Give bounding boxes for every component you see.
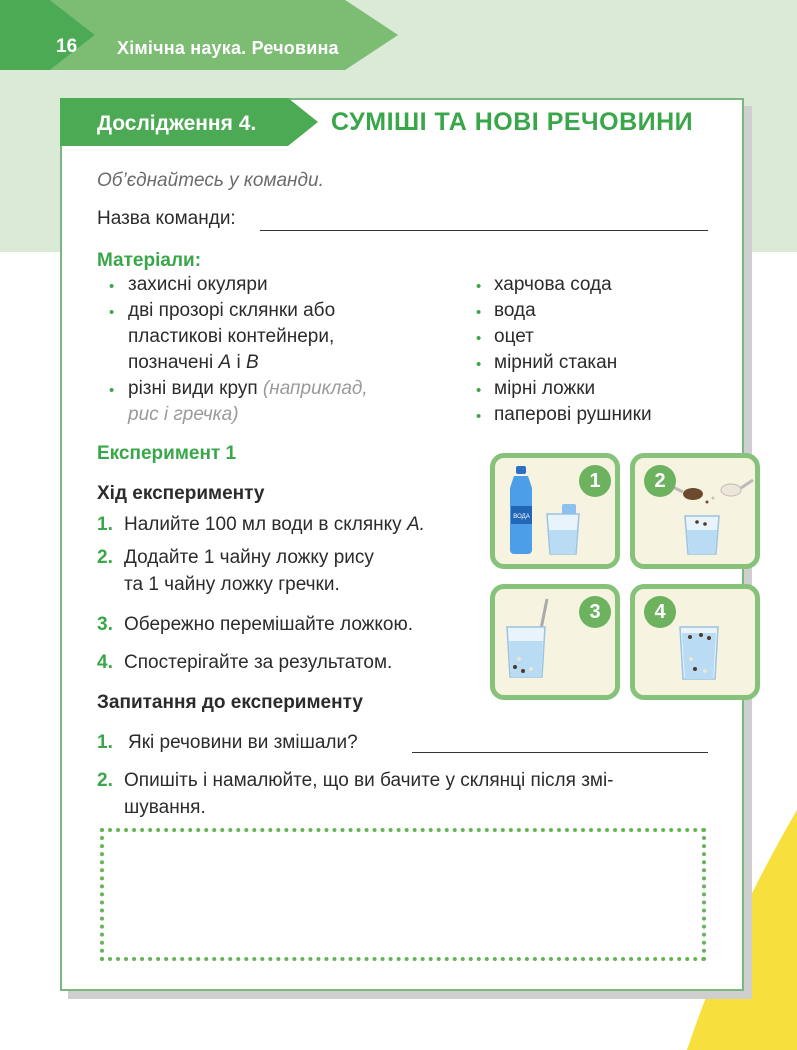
bullet: • bbox=[109, 304, 115, 321]
bottle-label: ВОДА bbox=[513, 514, 530, 520]
illustration-step-3 bbox=[490, 584, 620, 700]
header-banner bbox=[0, 0, 400, 70]
step-text-cont: та 1 чайну ложку гречки. bbox=[124, 574, 340, 595]
bullet: • bbox=[476, 382, 482, 399]
illustration-step-4 bbox=[630, 584, 760, 700]
bullet: • bbox=[476, 408, 482, 425]
materials-heading: Матеріали: bbox=[97, 250, 202, 271]
illustration-step-1 bbox=[490, 453, 620, 569]
step-number: 1. bbox=[97, 514, 113, 535]
material-item: різні види круп (наприклад, bbox=[128, 378, 368, 399]
glass-mark-a: A. bbox=[406, 514, 425, 535]
step-badge: 2 bbox=[644, 465, 676, 497]
bullet: • bbox=[476, 278, 482, 295]
material-item: паперові рушники bbox=[494, 404, 652, 425]
bullet: • bbox=[109, 382, 115, 399]
experiment-title: Експеримент 1 bbox=[97, 443, 237, 464]
bullet: • bbox=[476, 330, 482, 347]
bullet: • bbox=[109, 278, 115, 295]
container-mark-a: A bbox=[218, 352, 232, 373]
question-number: 2. bbox=[97, 770, 113, 791]
step-badge: 4 bbox=[644, 596, 676, 628]
bullet: • bbox=[476, 356, 482, 373]
research-title: СУМІШІ ТА НОВІ РЕЧОВИНИ bbox=[331, 108, 694, 136]
illustration-step-2 bbox=[630, 453, 760, 569]
research-number: Дослідження 4. bbox=[97, 112, 257, 135]
material-item-cont: пластикові контейнери, bbox=[128, 326, 335, 347]
intro-text: Об’єднайтесь у команди. bbox=[97, 170, 324, 191]
chapter-title: Хімічна наука. Речовина bbox=[117, 38, 339, 58]
step-badge: 3 bbox=[579, 596, 611, 628]
material-item: оцет bbox=[494, 326, 534, 347]
material-note: (наприклад, bbox=[262, 378, 368, 399]
step-text: Обережно перемішайте ложкою. bbox=[124, 614, 413, 635]
material-item: мірні ложки bbox=[494, 378, 596, 399]
team-name-label: Назва команди: bbox=[97, 208, 236, 229]
team-name-line[interactable] bbox=[260, 230, 708, 231]
material-item: вода bbox=[494, 300, 536, 321]
material-note-cont: рис і гречка) bbox=[128, 404, 239, 425]
page-number: 16 bbox=[56, 36, 78, 57]
question-number: 1. bbox=[97, 732, 113, 753]
drawing-area[interactable] bbox=[100, 828, 706, 961]
step-badge: 1 bbox=[579, 465, 611, 497]
material-item: дві прозорі склянки або bbox=[128, 300, 336, 321]
step-text: Налийте 100 мл води в склянку A. bbox=[124, 514, 425, 535]
step-number: 2. bbox=[97, 547, 113, 568]
step-text: Додайте 1 чайну ложку рису bbox=[124, 547, 374, 568]
question-text-cont: шування. bbox=[124, 797, 206, 818]
step-number: 4. bbox=[97, 652, 113, 673]
material-item-cont: позначені A і B bbox=[128, 352, 259, 373]
container-mark-b: B bbox=[245, 352, 259, 373]
bullet: • bbox=[476, 304, 482, 321]
answer-line[interactable] bbox=[412, 752, 708, 753]
step-number: 3. bbox=[97, 614, 113, 635]
procedure-heading: Хід експерименту bbox=[97, 483, 265, 504]
material-item: харчова сода bbox=[494, 274, 612, 295]
questions-heading: Запитання до експерименту bbox=[97, 692, 363, 713]
material-item: мірний стакан bbox=[494, 352, 618, 373]
question-text: Опишіть і намалюйте, що ви бачите у склянці після змі- bbox=[124, 770, 614, 791]
material-item: захисні окуляри bbox=[128, 274, 268, 295]
question-text: Які речовини ви змішали? bbox=[128, 732, 358, 753]
step-text: Спостерігайте за результатом. bbox=[124, 652, 393, 673]
